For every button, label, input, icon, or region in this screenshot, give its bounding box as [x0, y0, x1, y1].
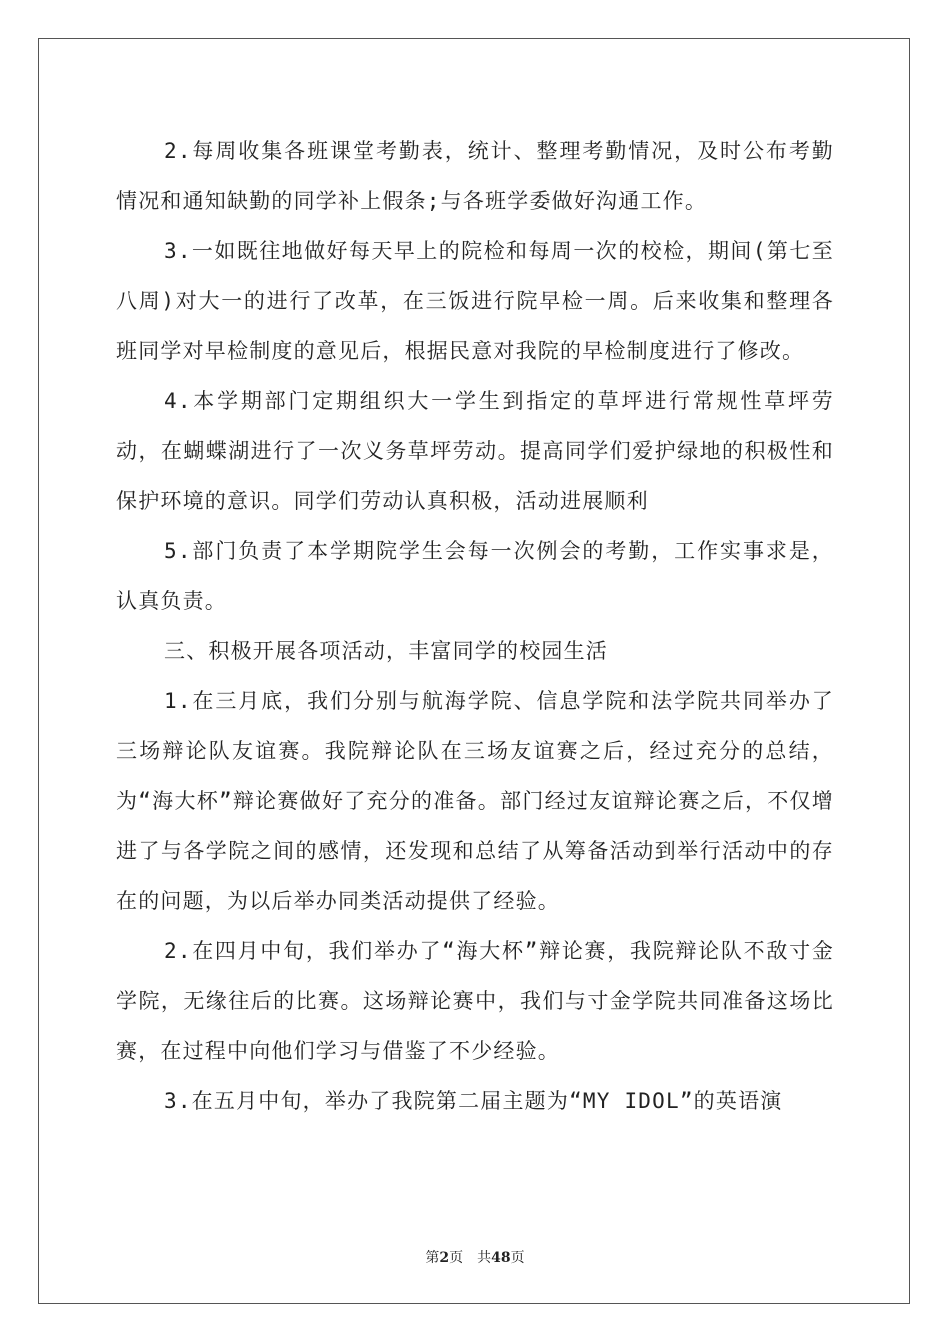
paragraph: 1.在三月底，我们分别与航海学院、信息学院和法学院共同举办了三场辩论队友谊赛。我院辩论队在三场友谊赛之后，经过充分的总结，为“海大杯”辩论赛做好了充分的准备。部门经过友谊辩论赛之后，不仅增进了与各学院之间的感情，还发现和总结了从筹备活动到举行活动中的存在的问题，为以后举办同类活动提供了经验。: [116, 689, 834, 913]
document-body: [116, 126, 834, 1126]
paragraph: 2.在四月中旬，我们举办了“海大杯”辩论赛，我院辩论队不敌寸金学院，无缘往后的比赛。这场辩论赛中，我们与寸金学院共同准备这场比赛，在过程中向他们学习与借鉴了不少经验。: [116, 939, 834, 1063]
paragraph: 2.每周收集各班课堂考勤表，统计、整理考勤情况，及时公布考勤情况和通知缺勤的同学补上假条;与各班学委做好沟通工作。: [116, 139, 834, 213]
total-prefix: 共: [477, 1250, 492, 1266]
page-number: 2: [439, 1250, 450, 1266]
page-prefix: 第: [425, 1250, 440, 1266]
total-pages: 48: [491, 1250, 511, 1266]
paragraph: 5.部门负责了本学期院学生会每一次例会的考勤，工作实事求是，认真负责。: [116, 539, 834, 613]
paragraph: 4.本学期部门定期组织大一学生到指定的草坪进行常规性草坪劳动，在蝴蝶湖进行了一次义务草坪劳动。提高同学们爱护绿地的积极性和保护环境的意识。同学们劳动认真积极，活动进展顺利: [116, 389, 834, 513]
page-suffix: 页: [449, 1250, 464, 1266]
section-heading: 三、积极开展各项活动，丰富同学的校园生活: [164, 639, 608, 663]
total-suffix: 页: [510, 1250, 525, 1266]
paragraph: 3.一如既往地做好每天早上的院检和每周一次的校检，期间(第七至八周)对大一的进行了改革，在三饭进行院早检一周。后来收集和整理各班同学对早检制度的意见后，根据民意对我院的早检制度进行了修改。: [116, 239, 834, 363]
page-footer: [0, 1247, 950, 1267]
paragraph: 3.在五月中旬，举办了我院第二届主题为“MY IDOL”的英语演: [164, 1089, 783, 1113]
